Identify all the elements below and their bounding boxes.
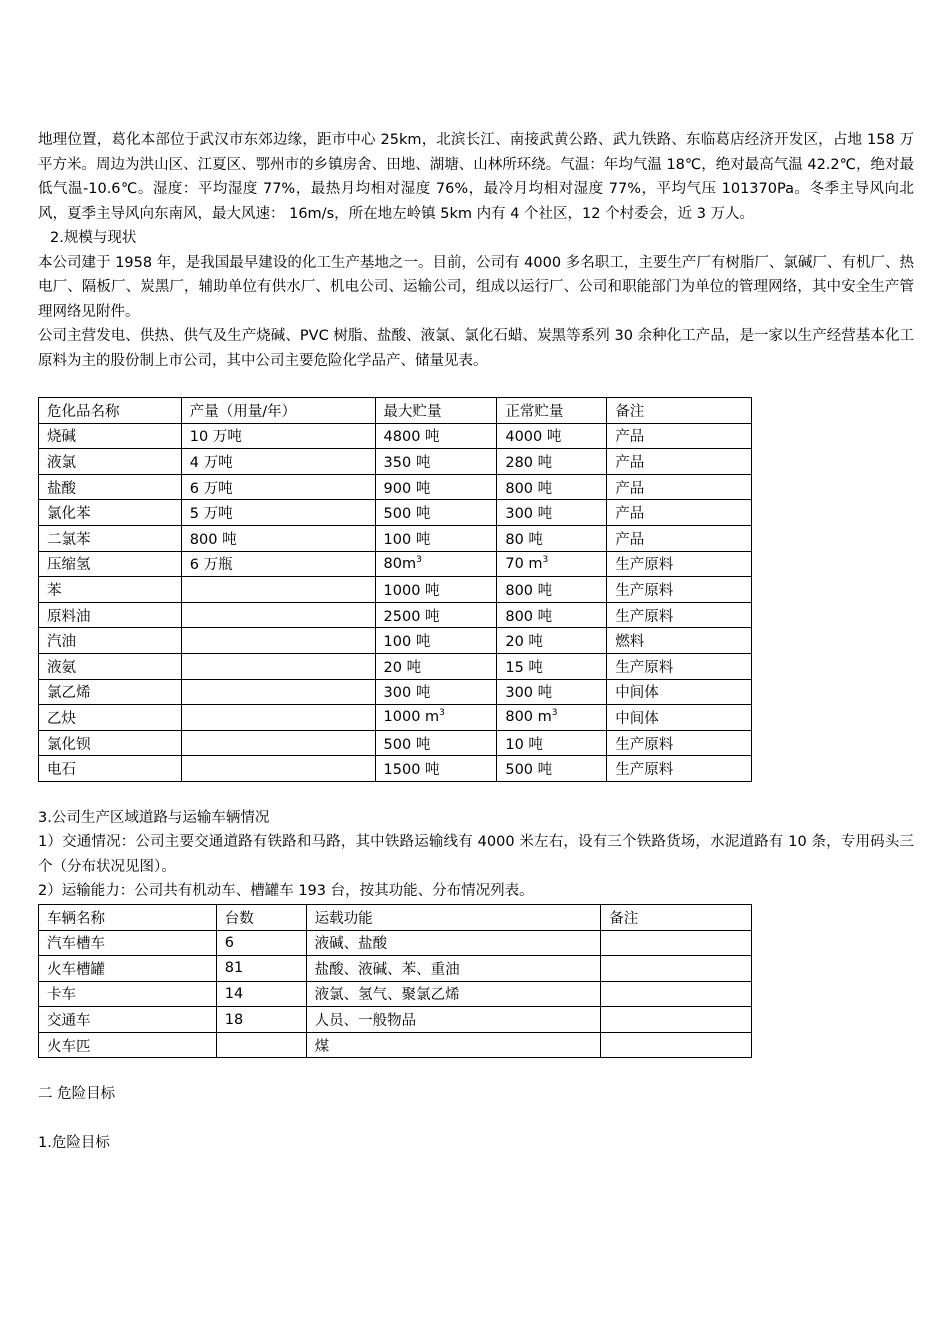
cell-text: 卡车 bbox=[47, 987, 76, 1004]
table-cell bbox=[375, 525, 497, 551]
table-cell bbox=[375, 730, 497, 756]
table-cell bbox=[39, 577, 182, 603]
table-cell bbox=[39, 756, 182, 782]
cell-text: 20 吨 bbox=[383, 659, 422, 676]
table-row bbox=[39, 730, 752, 756]
table-cell bbox=[375, 577, 497, 603]
header-row bbox=[39, 398, 752, 424]
road-heading: 3.公司生产区域道路与运输车辆情况 bbox=[38, 809, 270, 826]
table-cell bbox=[306, 930, 601, 956]
cell-text: 液氨 bbox=[47, 659, 76, 676]
cell-text: 运载功能 bbox=[314, 910, 373, 927]
cell-text: 1500 吨 bbox=[383, 762, 440, 779]
cell-text: 电石 bbox=[47, 762, 76, 779]
cell-text: 盐酸、液碱、苯、重油 bbox=[314, 961, 460, 978]
header-cell bbox=[39, 904, 217, 930]
header-cell bbox=[306, 904, 601, 930]
cell-text: 生产原料 bbox=[615, 582, 674, 599]
table-cell bbox=[375, 602, 497, 628]
table-cell bbox=[181, 679, 375, 705]
spacer bbox=[38, 1107, 914, 1131]
table-cell bbox=[216, 956, 306, 982]
table-cell bbox=[181, 551, 375, 577]
cell-text: 70 m bbox=[505, 555, 543, 572]
table-cell bbox=[497, 551, 607, 577]
table-cell bbox=[181, 730, 375, 756]
table-cell bbox=[39, 653, 182, 679]
table-cell bbox=[306, 981, 601, 1007]
cell-text: 二氯苯 bbox=[47, 531, 91, 548]
table-cell bbox=[497, 730, 607, 756]
table-cell bbox=[375, 756, 497, 782]
cell-text: 500 吨 bbox=[383, 736, 431, 753]
cell-text: 煤 bbox=[314, 1038, 330, 1055]
cell-text: 产品 bbox=[615, 429, 645, 446]
header-cell bbox=[497, 398, 607, 424]
cell-text: 正常贮量 bbox=[505, 403, 564, 420]
cell-text: 交通车 bbox=[47, 1013, 91, 1030]
cell-text: 产品 bbox=[615, 480, 645, 497]
cell-text: 800 m bbox=[505, 709, 552, 726]
cell-text: 燃料 bbox=[615, 634, 645, 651]
cell-text: 10 吨 bbox=[505, 736, 543, 753]
table-cell bbox=[601, 981, 752, 1007]
table-row bbox=[39, 1007, 752, 1033]
cell-text: 生产原料 bbox=[615, 557, 674, 574]
cell-text: 81 bbox=[224, 960, 244, 977]
table-row bbox=[39, 756, 752, 782]
header-cell bbox=[181, 398, 375, 424]
cell-text: 4000 吨 bbox=[505, 429, 562, 446]
cell-text: 台数 bbox=[224, 910, 254, 927]
road-paragraph-2: 2）运输能力：公司共有机动车、槽罐车 193 台，按其功能、分布情况列表。 bbox=[38, 883, 534, 900]
cell-text: 产品 bbox=[615, 531, 645, 548]
superscript-unit: 3 bbox=[439, 708, 445, 719]
table-cell bbox=[497, 628, 607, 654]
table-cell bbox=[39, 628, 182, 654]
table-cell bbox=[497, 449, 607, 475]
table-cell bbox=[216, 930, 306, 956]
table-cell bbox=[39, 705, 182, 731]
table-cell bbox=[601, 1032, 752, 1058]
table-row bbox=[39, 653, 752, 679]
table-cell bbox=[497, 577, 607, 603]
cell-text: 80m bbox=[383, 555, 417, 572]
cell-text: 中间体 bbox=[615, 685, 659, 702]
cell-text: 烧碱 bbox=[47, 429, 76, 446]
cell-text: 6 bbox=[224, 934, 234, 951]
table-cell bbox=[375, 628, 497, 654]
table-row bbox=[39, 551, 752, 577]
cell-text: 车辆名称 bbox=[47, 910, 105, 927]
table-cell bbox=[181, 628, 375, 654]
table-cell bbox=[306, 1032, 601, 1058]
document-page bbox=[38, 128, 914, 1155]
cell-text: 5 万吨 bbox=[189, 506, 233, 523]
cell-text: 15 吨 bbox=[505, 659, 543, 676]
table-row bbox=[39, 956, 752, 982]
cell-text: 4 万吨 bbox=[189, 454, 233, 471]
table-cell bbox=[39, 1007, 217, 1033]
vehicles-table bbox=[38, 904, 752, 1059]
cell-text: 人员、一般物品 bbox=[314, 1013, 417, 1030]
cell-text: 800 吨 bbox=[189, 531, 237, 548]
table-cell bbox=[39, 602, 182, 628]
cell-text: 2500 吨 bbox=[383, 608, 440, 625]
table-cell bbox=[497, 525, 607, 551]
table-cell bbox=[216, 1007, 306, 1033]
table-cell bbox=[39, 730, 182, 756]
header-cell bbox=[39, 398, 182, 424]
header-cell bbox=[216, 904, 306, 930]
superscript-unit: 3 bbox=[416, 555, 422, 566]
cell-text: 18 bbox=[224, 1011, 244, 1028]
table-cell bbox=[607, 705, 752, 731]
table-row bbox=[39, 500, 752, 526]
table-cell bbox=[181, 577, 375, 603]
table-row bbox=[39, 602, 752, 628]
scale-paragraph-2: 公司主营发电、供热、供气及生产烧碱、PVC 树脂、盐酸、液氯、氯化石蜡、炭黑等系列 30 余种化工产品，是一家以生产经营基本化工原料为主的股份制上市公司，其中公司主要危险化学品产、储量见表。 bbox=[38, 328, 914, 369]
table-row bbox=[39, 628, 752, 654]
table-cell bbox=[375, 551, 497, 577]
cell-text: 100 吨 bbox=[383, 531, 431, 548]
cell-text: 20 吨 bbox=[505, 634, 543, 651]
table-cell bbox=[375, 500, 497, 526]
cell-text: 产品 bbox=[615, 506, 645, 523]
cell-text: 最大贮量 bbox=[383, 403, 442, 420]
cell-text: 500 吨 bbox=[383, 506, 431, 523]
cell-text: 火车槽罐 bbox=[47, 961, 105, 978]
table-cell bbox=[181, 474, 375, 500]
cell-text: 10 万吨 bbox=[189, 429, 242, 446]
header-cell bbox=[607, 398, 752, 424]
table-cell bbox=[497, 474, 607, 500]
table-cell bbox=[39, 956, 217, 982]
table-cell bbox=[607, 653, 752, 679]
cell-text: 生产原料 bbox=[615, 736, 674, 753]
table-cell bbox=[181, 525, 375, 551]
table-cell bbox=[39, 551, 182, 577]
cell-text: 1000 吨 bbox=[383, 582, 440, 599]
scale-paragraph-1: 本公司建于 1958 年，是我国最早建设的化工生产基地之一。目前，公司有 4000 多名职工，主要生产厂有树脂厂、氯碱厂、有机厂、热电厂、隔板厂、炭黑厂，辅助单位有供水厂、机电公司、运输公司，组成以运行厂、公司和职能部门为单位的管理网络，其中安全生产管理网络见附件。 bbox=[38, 254, 914, 320]
cell-text: 氯化苯 bbox=[47, 506, 91, 523]
spacer bbox=[38, 782, 914, 806]
cell-text: 原料油 bbox=[47, 608, 91, 625]
table-cell bbox=[306, 1007, 601, 1033]
hazard-chemicals-table bbox=[38, 397, 752, 782]
table-cell bbox=[607, 679, 752, 705]
table-row bbox=[39, 981, 752, 1007]
table-row bbox=[39, 423, 752, 449]
table-cell bbox=[39, 525, 182, 551]
cell-text: 800 吨 bbox=[505, 582, 553, 599]
table-cell bbox=[607, 602, 752, 628]
table-cell bbox=[375, 705, 497, 731]
cell-text: 800 吨 bbox=[505, 608, 553, 625]
cell-text: 14 bbox=[224, 985, 244, 1002]
table-cell bbox=[601, 1007, 752, 1033]
table-row bbox=[39, 679, 752, 705]
table-cell bbox=[181, 500, 375, 526]
table-cell bbox=[607, 525, 752, 551]
table-cell bbox=[306, 956, 601, 982]
table-cell bbox=[607, 551, 752, 577]
cell-text: 氯化钡 bbox=[47, 736, 91, 753]
cell-text: 350 吨 bbox=[383, 454, 431, 471]
section-2-heading: 二 危险目标 bbox=[38, 1086, 116, 1103]
cell-text: 产量（用量/年） bbox=[189, 403, 297, 420]
table-cell bbox=[39, 500, 182, 526]
cell-text: 中间体 bbox=[615, 710, 659, 727]
table-cell bbox=[607, 500, 752, 526]
table-row bbox=[39, 525, 752, 551]
table-row bbox=[39, 577, 752, 603]
table-cell bbox=[497, 653, 607, 679]
table-cell bbox=[375, 423, 497, 449]
cell-text: 汽油 bbox=[47, 634, 76, 651]
cell-text: 盐酸 bbox=[47, 480, 76, 497]
table-cell bbox=[181, 756, 375, 782]
table-cell bbox=[39, 423, 182, 449]
cell-text: 危化品名称 bbox=[47, 403, 120, 420]
table-cell bbox=[607, 449, 752, 475]
cell-text: 汽车槽车 bbox=[47, 936, 105, 953]
cell-text: 压缩氢 bbox=[47, 557, 91, 574]
cell-text: 氯乙烯 bbox=[47, 685, 91, 702]
cell-text: 乙炔 bbox=[47, 710, 76, 727]
cell-text: 280 吨 bbox=[505, 454, 553, 471]
header-cell bbox=[601, 904, 752, 930]
header-cell bbox=[375, 398, 497, 424]
table-cell bbox=[181, 653, 375, 679]
table-row bbox=[39, 705, 752, 731]
cell-text: 80 吨 bbox=[505, 531, 543, 548]
table-cell bbox=[497, 423, 607, 449]
table-cell bbox=[375, 653, 497, 679]
table-cell bbox=[39, 1032, 217, 1058]
table-cell bbox=[601, 930, 752, 956]
table-cell bbox=[607, 423, 752, 449]
cell-text: 备注 bbox=[615, 403, 645, 420]
cell-text: 300 吨 bbox=[505, 685, 553, 702]
cell-text: 液氯、氢气、聚氯乙烯 bbox=[314, 987, 460, 1004]
table-cell bbox=[497, 500, 607, 526]
table-cell bbox=[375, 679, 497, 705]
spacer bbox=[38, 1058, 914, 1082]
cell-text: 100 吨 bbox=[383, 634, 431, 651]
scale-heading: 2.规模与现状 bbox=[50, 230, 137, 246]
table-cell bbox=[607, 628, 752, 654]
cell-text: 1000 m bbox=[383, 709, 440, 726]
cell-text: 4800 吨 bbox=[383, 429, 440, 446]
table-cell bbox=[39, 679, 182, 705]
table-cell bbox=[181, 602, 375, 628]
table-cell bbox=[607, 474, 752, 500]
table-cell bbox=[216, 1032, 306, 1058]
table-cell bbox=[601, 956, 752, 982]
table-row bbox=[39, 449, 752, 475]
cell-text: 6 万瓶 bbox=[189, 557, 233, 574]
superscript-unit: 3 bbox=[551, 708, 558, 719]
table-cell bbox=[607, 730, 752, 756]
table-cell bbox=[39, 930, 217, 956]
table-cell bbox=[375, 449, 497, 475]
table-cell bbox=[497, 756, 607, 782]
section-2-1-heading: 1.危险目标 bbox=[38, 1134, 110, 1151]
road-paragraph-1: 1）交通情况：公司主要交通道路有铁路和马路，其中铁路运输线有 4000 米左右，设有三个铁路货场，水泥道路有 10 条，专用码头三个（分布状况见图）。 bbox=[38, 834, 914, 875]
cell-text: 900 吨 bbox=[383, 480, 431, 497]
table-cell bbox=[216, 981, 306, 1007]
spacer bbox=[38, 373, 914, 397]
table-cell bbox=[181, 449, 375, 475]
cell-text: 300 吨 bbox=[383, 685, 431, 702]
cell-text: 生产原料 bbox=[615, 608, 674, 625]
cell-text: 500 吨 bbox=[505, 762, 553, 779]
geo-paragraph: 地理位置，葛化本部位于武汉市东郊边缘，距市中心 25km，北滨长江、南接武黄公路、武九铁路、东临葛店经济开发区，占地 158 万平方米。周边为洪山区、江夏区、鄂州市的乡镇房舍、田地、湖塘、山林所环绕。气温：年均气温 18℃，绝对最高气温 42.2℃，绝对最低气温-10.6℃。湿度：平均湿度 77%，最热月均相对湿度 76%，最冷月均相对湿度 77%，平均气压 101370Pa。冬季主导风向北风，夏季主导风向东南风，最大风速： 16m/s，所在地左岭镇 5km 内有 4 个社区，12 个村委会，近 3 万人。 bbox=[38, 132, 914, 222]
table-row bbox=[39, 474, 752, 500]
table-cell bbox=[497, 705, 607, 731]
table-cell bbox=[39, 449, 182, 475]
cell-text: 300 吨 bbox=[505, 506, 553, 523]
header-row bbox=[39, 904, 752, 930]
table-cell bbox=[607, 577, 752, 603]
cell-text: 备注 bbox=[609, 910, 639, 927]
cell-text: 液氯 bbox=[47, 454, 76, 471]
table-cell bbox=[181, 423, 375, 449]
table-row bbox=[39, 930, 752, 956]
cell-text: 火车匹 bbox=[47, 1038, 91, 1055]
table-cell bbox=[181, 705, 375, 731]
cell-text: 苯 bbox=[47, 582, 62, 599]
cell-text: 液碱、盐酸 bbox=[314, 936, 388, 953]
table-row bbox=[39, 1032, 752, 1058]
cell-text: 产品 bbox=[615, 454, 645, 471]
cell-text: 6 万吨 bbox=[189, 480, 233, 497]
cell-text: 800 吨 bbox=[505, 480, 553, 497]
cell-text: 生产原料 bbox=[615, 762, 674, 779]
table-cell bbox=[375, 474, 497, 500]
table-cell bbox=[39, 981, 217, 1007]
table-cell bbox=[497, 602, 607, 628]
table-cell bbox=[497, 679, 607, 705]
superscript-unit: 3 bbox=[542, 555, 549, 566]
table-cell bbox=[607, 756, 752, 782]
cell-text: 生产原料 bbox=[615, 659, 674, 676]
table-cell bbox=[39, 474, 182, 500]
